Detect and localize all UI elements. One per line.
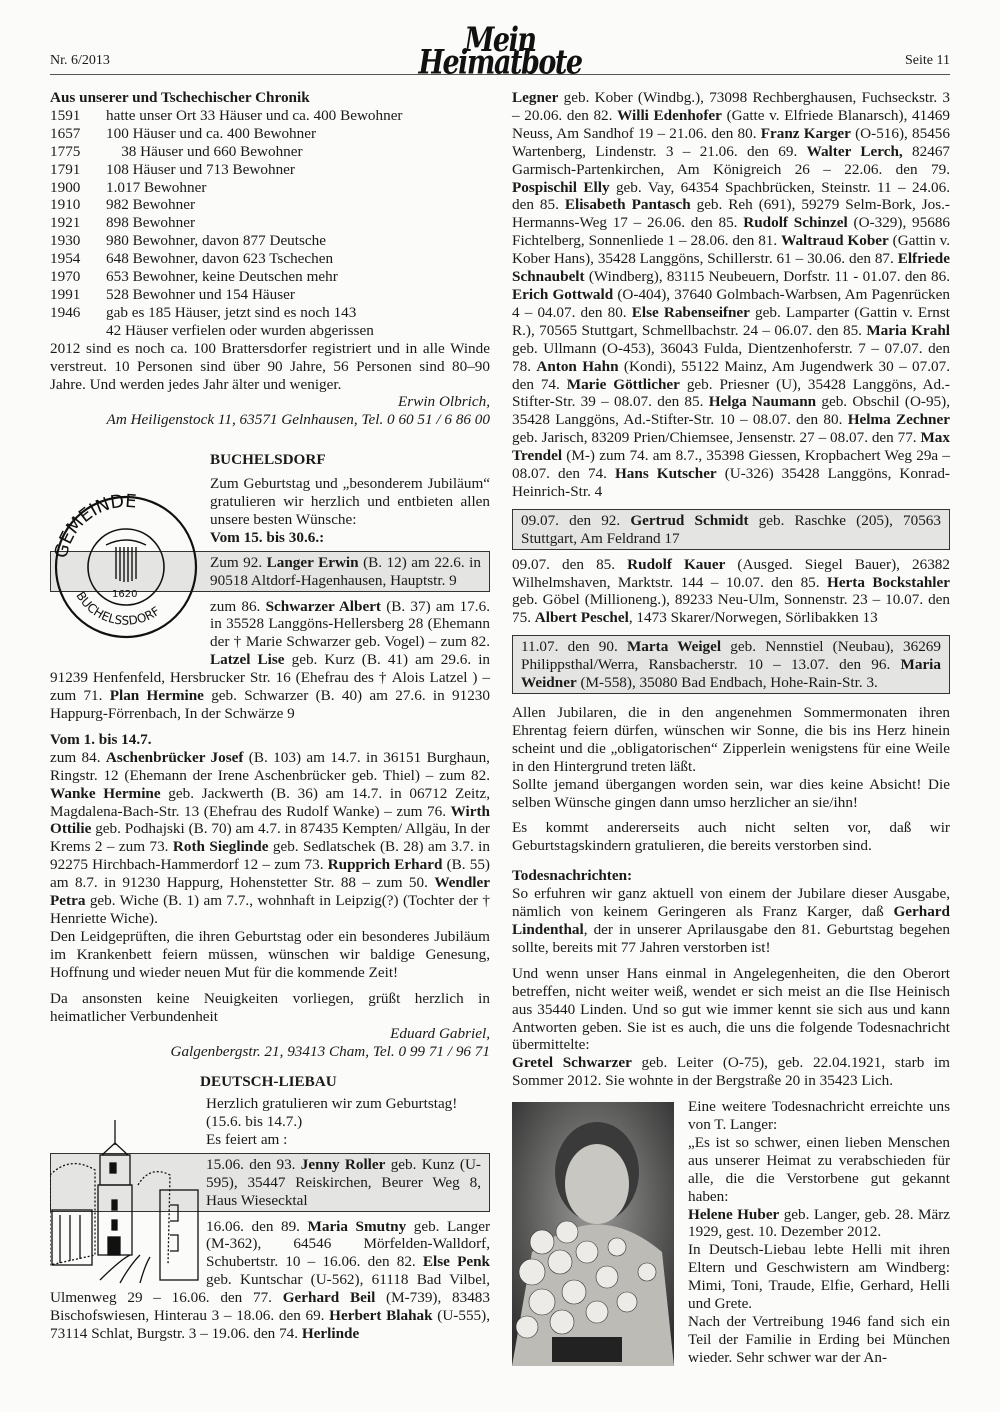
chronicle-entry: 648 Bewohner, davon 623 Tschechen: [106, 250, 334, 268]
church-drawing-icon: [50, 1115, 200, 1285]
person-name: Anton Hahn: [536, 357, 619, 375]
person-name: Wanke Hermine: [50, 784, 161, 802]
svg-text:1620: 1620: [112, 589, 138, 601]
signature-name: Eduard Gabriel,: [390, 1025, 490, 1043]
text-run: geb. Nennstiel (Neubau), 36269 Philippsthal/Werra, Ransbacherstr. 10 – 13.07. den 96.: [521, 638, 941, 674]
person-name: Aschenbrücker Josef: [105, 748, 244, 766]
buchelsdorf-section: [50, 451, 490, 1061]
person-name: Rupprich Erhard: [327, 856, 443, 874]
person-name: Pospischil Elly: [512, 178, 610, 196]
text-run: 15.06. den 93.: [206, 1155, 301, 1173]
wishes-text: Allen Jubilaren, die in den angenehmen Sommermonaten ihren Ehrentag feiern dürfen, wünschen wir Sonne, die bis ins Herz hinein scheint und die „obligatorischen“ Zipperlein wenigstens für eine Weile in den Hintergrund treten läßt.: [512, 704, 950, 775]
person-name: Max Trendel: [512, 429, 950, 465]
chronicle-year: 1970: [50, 268, 81, 286]
text-run: (Ausged. Siegel Bauer), 26382 Wilhelmshaven, Marktstr. 144 – 10.07. den 85.: [512, 555, 950, 591]
person-name: Gertrud Schmidt: [630, 511, 749, 529]
text-run: (B. 12) am 22.6. in 90518 Altdorf-Hagenhausen, Hauptstr. 9: [210, 553, 481, 589]
text-run: 09.07. den 92.: [521, 511, 631, 529]
person-name: Hans Kutscher: [614, 465, 717, 483]
text-run: (U-555), 73114 Schlat, Burgstr. 3 – 19.06. den 74.: [50, 1307, 490, 1342]
deutsch-liebau-section: [50, 1073, 490, 1343]
person-name: Helga Naumann: [708, 393, 817, 411]
person-name: Maria Krahl: [866, 321, 950, 339]
chronicle-year: [50, 322, 106, 340]
text-run: geb. Sedlatschek (B. 28) am 3.7. in 92275 Hirchbach-Hammerdorf 12 – zum 73.: [50, 838, 491, 874]
wishes-text: Den Leidgeprüften, die ihren Geburtstag oder ein besonderes Jubiläum im Krankenbett feiern müssen, wünschen wir baldige Genesung, Hoffnung und wieder neuen Mut für die kommende Zeit!: [50, 927, 490, 981]
chronicle-entry: 653 Bewohner, keine Deutschen mehr: [106, 268, 338, 286]
signature-address: Am Heiligenstock 11, 63571 Gelnhausen, Tel. 0 60 51 / 6 86 00: [106, 411, 490, 429]
person-name: Roth Sieglinde: [172, 838, 269, 856]
person-name: Rudolf Schinzel: [743, 214, 848, 232]
highlight-box: [512, 635, 950, 694]
buchelsdorf-stamp-icon: [50, 475, 202, 653]
chronicle-year: 1930: [50, 232, 81, 250]
person-name: Erich Gottwald: [512, 285, 614, 303]
person-name: Elfriede Schnaubelt: [512, 250, 950, 286]
text-run: (M-739), 83483 Bischofswiesen, Hinterau 3 – 18.06. den 69.: [50, 1289, 490, 1325]
text-run: geb. Kuntschar (U-562), 61118 Bad Vilbel, Ulmenweg 29 – 16.06. den 77.: [50, 1271, 490, 1307]
apology-text: Sollte jemand übergangen worden sein, war dies keine Absicht! Die selben Wünsche gingen dann umso herzlicher an sie/ihn!: [512, 775, 950, 811]
text-run: geb. Reh (691), 59279 Selm-Bork, Jos.-Hermanns-Weg 17 – 26.06. den 85.: [512, 196, 950, 232]
masthead-logo: Mein Heimatbote: [418, 20, 582, 82]
person-name: Wendler Petra: [50, 874, 490, 910]
period-heading: Vom 1. bis 14.7.: [50, 730, 152, 748]
text-run: geb. Langer, geb. 28. März 1929, gest. 10. Dezember 2012.: [688, 1205, 950, 1241]
text-run: geb. Vay, 64354 Spachbrücken, Steinstr. 11 – 24.06. den 85.: [512, 178, 950, 214]
chronicle-year: 1910: [50, 196, 81, 214]
text-run: (O-329), 95686 Fichtelberg, Sonnenliede 1 – 28.06. den 81.: [512, 214, 951, 250]
text-run: geb. Leiter (O-75), geb. 22.04.1921, starb im Sommer 2012. Sie wohnte in der Bergstraße 20 in 35423 Lich.: [512, 1054, 950, 1090]
person-name: Helma Zechner: [847, 411, 950, 429]
chronicle-entry: 38 Häuser und 660 Bewohner: [106, 142, 303, 160]
buchelsdorf-heading: BUCHELSDORF: [210, 451, 326, 469]
person-name: Schwarzer Albert: [265, 597, 381, 615]
person-name: Franz Karger: [760, 124, 851, 142]
chronicle-year: 1921: [50, 214, 81, 232]
text-run: geb. Jarisch, 83209 Prien/Chiemsee, Jensenstr. 27 – 08.07. den 77.: [512, 429, 921, 447]
svg-text:GEMEINDE: GEMEINDE: [50, 490, 138, 561]
person-name: Rudolf Kauer: [627, 555, 726, 573]
buchelsdorf-intro: Zum Geburtstag und „besonderem Jubiläum“ gratulieren wir herzlich und entbieten allen unsere besten Wünsche:: [210, 475, 490, 528]
biography-text: Nach der Vertreibung 1946 fand sich ein Teil der Familie in Erding bei München wieder. Sehr schwer war der An-: [688, 1313, 950, 1366]
birthday-list: [50, 749, 490, 928]
text-run: (Gatte v. Elfriede Blanarsch), 41469 Neuss, Am Sandhof 19 – 21.06. den 80.: [512, 106, 950, 142]
text-run: geb. Langer (M-362), 64546 Mörfelden-Walldorf, Schubertstr. 10 – 16.06. den 82.: [206, 1217, 491, 1271]
text-run: (O-516), 85456 Wartenberg, Lindenstr. 3 – 21.06. den 69.: [512, 124, 950, 160]
text-run: geb. Kurz (B. 41) am 29.6. in 91239 Henfenfeld, Hersbrucker Str. 16 (Ehefrau des † Alois Latzel ) – zum 71.: [50, 651, 491, 705]
text-run: (B. 37) am 17.6. in 35528 Langgöns-Hellersberg 28 (Ehemann der † Marie Schwarzer geb. Vogel) – zum 82.: [210, 597, 490, 651]
text-run: Zum 92.: [210, 553, 267, 571]
person-name: Herlinde: [301, 1325, 360, 1342]
text-run: 16.06. den 89.: [206, 1217, 308, 1235]
person-name: Gretel Schwarzer: [512, 1054, 632, 1072]
chronicle-year: 1775: [50, 142, 81, 160]
left-column: [50, 89, 490, 1343]
text-run: (Kondi), 55122 Mainz, Am Jugendwerk 30 – 07.07. den 74.: [512, 357, 950, 393]
chronicle-entry: gab es 185 Häuser, jetzt sind es noch 143: [106, 303, 357, 321]
text-run: geb. Ullmann (O-453), 36043 Fulda, Dientzenhoferstr. 7 – 07.07. den 78.: [512, 339, 950, 375]
person-name: Gerhard Lindenthal: [512, 903, 950, 938]
chronicle-text: 2012 sind es noch ca. 100 Brattersdorfer registriert und in alle Winde verstreut. 10 Personen sind über 90 Jahre, 56 Personen sind 80–90 Jahre. Und werden jedes Jahr älter und weniger.: [50, 339, 490, 393]
text-run: (B. 103) am 14.7. in 36151 Burghaun, Ringstr. 12 (Ehemann der Irene Aschenbrücker geb. Thiel) – zum 82.: [50, 748, 490, 784]
chronicle-section: [50, 89, 490, 429]
birthday-list: [512, 556, 950, 628]
text-run: , der in unserer Aprilausgabe den 81. Geburtstag begehen sollte, bereits mit 77 Jahren verstorben ist!: [512, 920, 950, 956]
chronicle-entry: hatte unser Ort 33 Häuser und ca. 400 Bewohner: [106, 106, 403, 124]
text-run: (M-) zum 74. am 8.7., 35398 Giessen, Kropbachert Weg 29a – 08.07. den 74.: [512, 447, 950, 483]
note-text: Es kommt andererseits auch nicht selten vor, daß wir Geburtstagskindern gratulieren, die bereits verstorben sind.: [512, 819, 950, 855]
deaths-heading: Todesnachrichten:: [512, 867, 633, 885]
person-name: Jenny Roller: [300, 1155, 386, 1173]
person-name: Albert Peschel: [534, 609, 629, 627]
person-name: Marie Göttlicher: [566, 375, 680, 393]
greeting-text: Da ansonsten keine Neuigkeiten vorliegen, grüßt herzlich in heimatlicher Verbundenheit: [50, 989, 490, 1025]
text-run: (Windberg), 83115 Neubeuern, Dorfstr. 11 - 01.07. den 86.: [584, 268, 950, 286]
text-run: , 1473 Skarer/Norwegen, Sörlibakken 13: [628, 609, 878, 627]
death-notice-intro: Eine weitere Todesnachricht erreichte uns von T. Langer:: [688, 1098, 950, 1134]
death-notice: [512, 1054, 950, 1090]
text-run: (M-558), 35080 Bad Endbach, Hohe-Rain-Str. 3.: [576, 674, 878, 692]
chronicle-year: 1791: [50, 160, 81, 178]
chronicle-entry: 980 Bewohner, davon 877 Deutsche: [106, 232, 326, 250]
deutsch-liebau-heading: DEUTSCH-LIEBAU: [200, 1073, 337, 1091]
text-run: 82467 Garmisch-Partenkirchen, Am Königreich 26 – 22.06. den 79.: [512, 142, 951, 178]
text-run: (B. 55) am 8.7. in 91230 Happurg, Hohenstetter Str. 88 – zum 50.: [50, 856, 490, 892]
biography-text: In Deutsch-Liebau lebte Helli mit ihren Eltern und Geschwistern am Windberg: Mimi, Toni, Traude, Elfie, Gerhard, Helli und Grete.: [688, 1241, 950, 1313]
chronicle-entry: 42 Häuser verfielen oder wurden abgerissen: [106, 321, 374, 339]
chronicle-title: Aus unserer und Tschechischer Chronik: [50, 89, 310, 106]
person-name: Marta Weigel: [626, 638, 722, 656]
person-name: Plan Hermine: [109, 687, 204, 705]
text-run: geb. Kober (Windbg.), 73098 Rechberghausen, Fuchseckstr. 3 – 20.06. den 82.: [512, 89, 950, 124]
death-notice-intro: Und wenn unser Hans einmal in Angelegenheiten, die den Oberort betreffen, nicht weiter weiß, wendet er sich meist an die Ilse Heinisch aus 35440 Linden. Und so gut wie immer kennt sie sich aus und kann Antworten geben. Sie ist es auch, die uns die folgende Todesnachricht übermittelte:: [512, 964, 950, 1054]
person-name: Herta Bockstahler: [827, 573, 950, 591]
person-name: Willi Edenhofer: [617, 106, 722, 124]
deutsch-liebau-intro: Herzlich gratulieren wir zum Geburtstag!: [206, 1095, 458, 1113]
text-run: zum 84.: [50, 748, 106, 766]
signature-address: Galgenbergstr. 21, 93413 Cham, Tel. 0 99 71 / 96 71: [170, 1043, 490, 1061]
person-name: Waltraud Kober: [781, 232, 889, 250]
chronicle-year: 1591: [50, 106, 81, 124]
text-run: geb. Jackwerth (B. 36) am 14.7. in 06712 Zeitz, Magdalena-Bach-Str. 13 (Ehefrau des Rudolf Wanke) – zum 76.: [50, 784, 490, 820]
person-name: Langer Erwin: [266, 553, 359, 571]
text-run: geb. Priesner (U), 35428 Langgöns, Ad.-Stifter-Str. 39 – 08.07. den 85.: [512, 375, 950, 411]
person-name: Elisabeth Pantasch: [564, 196, 691, 214]
svg-text:BUCHELSSDORF: BUCHELSSDORF: [73, 589, 163, 628]
deutsch-liebau-intro-2: Es feiert am :: [206, 1130, 288, 1148]
birthday-list: [512, 89, 950, 501]
chronicle-entry: 528 Bewohner und 154 Häuser: [106, 285, 295, 303]
person-name: Maria Weidner: [521, 656, 941, 692]
text-run: (O-404), 37640 Golmbach-Warbsen, Am Pagenrücken 4 – 04.07. den 80.: [512, 285, 950, 321]
person-name: Herbert Blahak: [329, 1307, 433, 1325]
right-column: [512, 89, 950, 1368]
chronicle-year: 1657: [50, 124, 81, 142]
period-heading: Vom 15. bis 30.6.:: [210, 528, 325, 546]
person-name: Gerhard Beil: [282, 1289, 376, 1307]
highlight-box: [512, 509, 950, 550]
text-run: geb. Schwarzer (B. 40) am 27.6. in 91230 Happurg-Förrenbach, In der Schwärze 9: [50, 687, 490, 722]
text-run: 09.07. den 85.: [512, 555, 628, 573]
text-run: geb. Lamparter (Gattin v. Ernst R.), 70565 Stuttgart, Schmellbachstr. 24 – 06.07. den 85.: [512, 303, 950, 339]
text-run: 11.07. den 90.: [521, 638, 627, 656]
chronicle-entry: 898 Bewohner: [106, 214, 195, 232]
chronicle-table: [50, 107, 490, 340]
text-run: geb. Obschil (O-95), 35428 Langgöns, Ad.-Stifter-Str. 10 – 08.07. den 80.: [512, 393, 951, 429]
person-name: Walter Lerch,: [806, 142, 903, 160]
signature-name: Erwin Olbrich,: [398, 393, 490, 411]
portrait-photo: [512, 1102, 674, 1366]
chronicle-year: 1991: [50, 285, 81, 303]
person-name: Helene Huber: [688, 1205, 780, 1223]
deutsch-liebau-period: (15.6. bis 14.7.): [206, 1113, 303, 1131]
chronicle-entry: 982 Bewohner: [106, 196, 195, 214]
chronicle-year: 1900: [50, 178, 81, 196]
person-name: Else Penk: [422, 1253, 491, 1271]
chronicle-entry: 108 Häuser und 713 Bewohner: [106, 160, 295, 178]
person-name: Latzel Lise: [210, 651, 285, 669]
text-run: geb. Podhajski (B. 70) am 4.7. in 87435 Kempten/ Allgäu, In der Krems 2 – zum 73.: [50, 820, 490, 856]
chronicle-year: 1946: [50, 303, 81, 321]
person-name: Wirth Ottilie: [50, 802, 490, 838]
death-notice: [512, 885, 950, 957]
text-run: geb. Wiche (B. 1) am 7.7., wohnhaft in Leipzig(?) (Tochter der † Henriette Wiche).: [50, 892, 490, 927]
issue-number: Nr. 6/2013: [50, 53, 110, 68]
chronicle-year: 1954: [50, 250, 81, 268]
person-name: Legner: [512, 89, 559, 106]
text-run: geb. Kunz (U-595), 35447 Reiskirchen, Beurer Weg 8, Haus Wiesecktal: [206, 1155, 481, 1209]
text-run: zum 86.: [210, 597, 266, 615]
text-run: geb. Raschke (205), 70563 Stuttgart, Am Feldrand 17: [521, 511, 941, 547]
text-run: So erfuhren wir ganz aktuell von einem der Jubilare dieser Ausgabe, nämlich von keinem Geringeren als Franz Karger, daß: [512, 885, 950, 921]
chronicle-entry: 100 Häuser und ca. 400 Bewohner: [106, 124, 317, 142]
header-rule: [50, 74, 950, 75]
person-name: Else Rabenseifner: [631, 303, 750, 321]
text-run: (U-326) 35428 Langgöns, Konrad-Heinrich-Str. 4: [512, 465, 950, 500]
page-number: Seite 11: [905, 53, 950, 68]
text-run: (Gattin v. Kober Hans), 35428 Langgöns, Schillerstr. 61 – 30.06. den 87.: [512, 232, 950, 268]
quote-text: „Es ist so schwer, einen lieben Menschen aus unserer Heimat zu verabschieden für alle, die die Verstorbene gut gekannt haben:: [688, 1133, 950, 1205]
person-name: Maria Smutny: [307, 1217, 407, 1235]
chronicle-entry: 1.017 Bewohner: [106, 178, 207, 196]
text-run: geb. Göbel (Millioneng.), 89233 Neu-Ulm, Sonnenstr. 23 – 10.07. den 75.: [512, 591, 950, 627]
